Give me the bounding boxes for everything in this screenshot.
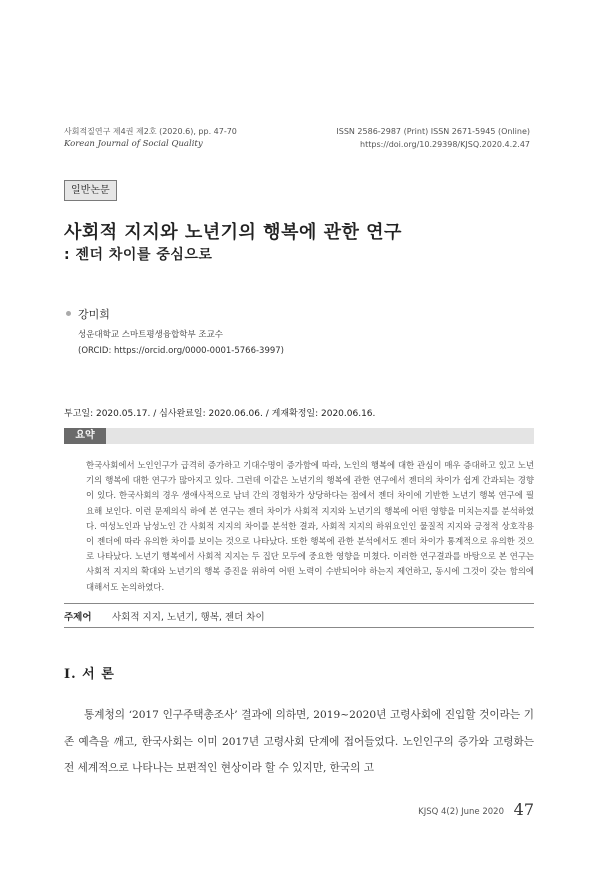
abstract-header-bar bbox=[64, 428, 534, 444]
body-text bbox=[64, 702, 534, 782]
journal-citation: 사회적질연구 제4권 제2호 (2020.6), pp. 47-70 bbox=[64, 127, 237, 136]
journal-english-title: Korean Journal of Social Quality bbox=[64, 139, 203, 149]
page-number: 47 bbox=[513, 800, 534, 819]
footer-journal: KJSQ 4(2) June 2020 bbox=[418, 807, 504, 817]
author-orcid[interactable]: (ORCID: https://orcid.org/0000-0001-5766-3997) bbox=[78, 346, 285, 356]
abstract-label: 요약 bbox=[64, 428, 106, 444]
paper-subtitle: : 젠더 차이를 중심으로 bbox=[64, 247, 213, 263]
abstract-text: 한국사회에서 노인인구가 급격히 증가하고 기대수명이 증가함에 따라, 노인의 행복에 대한 관심이 매우 증대하고 있고 노년기의 행복에 대한 연구가 많아지고 있다. 그런데 이같은 노년기의 행복에 관한 연구에서 젠더의 차이가 쉽게 간과되는 경향이 있다. 한국사회의 경우 생애사적으로 남녀 간의 경험차가 상당하다는 점에서 젠더 차이에 기반한 노년기 행복 연구에 필요해 보인다. 이런 문제의식 하에 본 연구는 젠더 차이가 사회적 지지와 노년기의 행복에 어떤 영향을 미치는지를 분석하였다. 여성노인과 남성노인 간 사회적 지지의 차이를 분석한 결과, 사회적 지지의 하위요인인 물질적 지지와 긍정적 상호작용이 젠더에 따라 유의한 차이를 보이는 것으로 나타났다. 또한 행복에 관한 분석에서도 젠더 차이가 통계적으로 유의한 것으로 나타났다. 노년기 행복에서 사회적 지지는 두 집단 모두에 중요한 영향을 미쳤다. 이러한 연구결과를 바탕으로 본 연구는 사회적 지지의 확대와 노년기의 행복 증진을 위하여 어떤 노력이 수반되어야 하는지 제언하고, 동시에 그것이 갖는 함의에 대해서도 논의하였다. bbox=[86, 460, 534, 592]
author-bullet-icon bbox=[66, 311, 71, 316]
issn: ISSN 2586-2987 (Print) ISSN 2671-5945 (Online) bbox=[336, 127, 530, 136]
body-paragraph: 통계청의 ‘2017 인구주택총조사’ 결과에 의하면, 2019~2020년 고령사회에 진입할 것이라는 기존 예측을 깨고, 한국사회는 이미 2017년 고령사회 단계에 접어들었다. 노인인구의 증가와 고령화는 전 세계적으로 나타나는 보편적인 현상이라 할 수 있지만, 한국의 고 bbox=[64, 709, 534, 774]
keywords-text: 사회적 지지, 노년기, 행복, 젠더 차이 bbox=[112, 612, 265, 623]
paper-title: 사회적 지지와 노년기의 행복에 관한 연구 bbox=[64, 222, 402, 243]
keywords-top-rule bbox=[64, 603, 534, 604]
article-type-badge: 일반논문 bbox=[64, 180, 117, 201]
keywords-bottom-rule bbox=[64, 627, 534, 628]
doi-link[interactable]: https://doi.org/10.29398/KJSQ.2020.4.2.47 bbox=[360, 140, 530, 149]
author-name: 강미희 bbox=[78, 308, 110, 321]
section-heading: Ⅰ. 서 론 bbox=[64, 667, 115, 682]
keywords-label: 주제어 bbox=[64, 612, 92, 623]
submission-dates: 투고일: 2020.05.17. / 심사완료일: 2020.06.06. / 게재확정일: 2020.06.16. bbox=[64, 409, 376, 419]
author-affiliation: 성운대학교 스마트평생융합학부 조교수 bbox=[78, 330, 223, 340]
